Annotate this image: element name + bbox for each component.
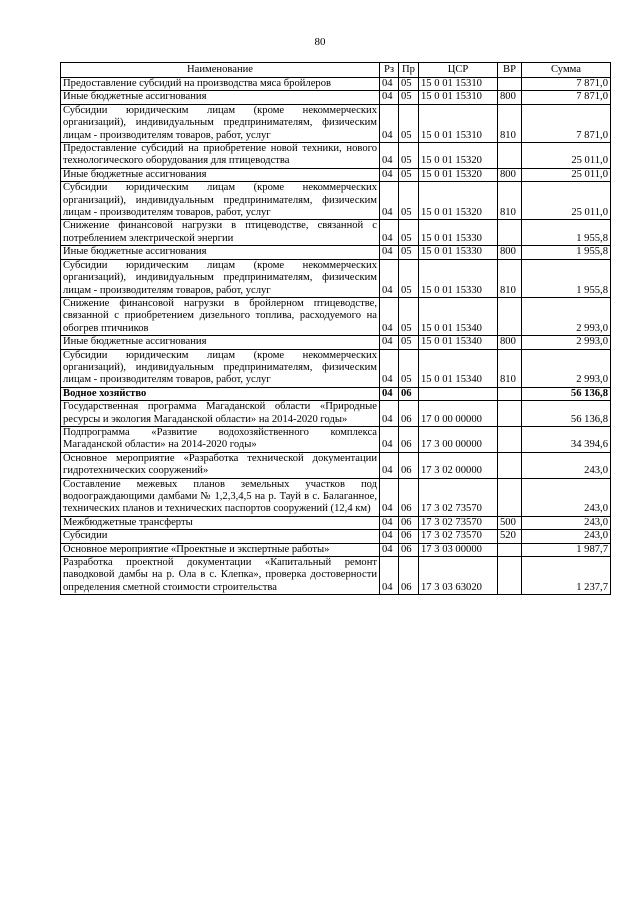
cell-name: Субсидии юридическим лицам (кроме некоммерческих организаций), индивидуальным предпринимателям, физическим лицам - производителям товаров, работ, услуг <box>61 349 380 387</box>
cell-rz: 04 <box>380 401 399 427</box>
cell-vr: 810 <box>498 104 522 142</box>
cell-vr <box>498 78 522 91</box>
cell-pr: 06 <box>399 530 419 543</box>
cell-pr: 05 <box>399 168 419 181</box>
cell-pr: 05 <box>399 91 419 104</box>
cell-vr: 810 <box>498 182 522 220</box>
table-row <box>61 349 611 387</box>
cell-pr: 06 <box>399 557 419 595</box>
table-row <box>61 426 611 452</box>
cell-sum: 243,0 <box>522 452 611 478</box>
cell-name: Снижение финансовой нагрузки в бройлерном птицеводстве, связанной с приобретением дизельного топлива, расходуемого на обогрев птичников <box>61 297 380 335</box>
cell-vr: 800 <box>498 91 522 104</box>
table-row <box>61 478 611 516</box>
cell-sum: 25 011,0 <box>522 182 611 220</box>
cell-vr <box>498 426 522 452</box>
cell-rz: 04 <box>380 143 399 169</box>
budget-table <box>60 62 611 595</box>
cell-csr: 17 3 03 63020 <box>419 557 498 595</box>
cell-rz: 04 <box>380 246 399 259</box>
table-row <box>61 401 611 427</box>
cell-vr <box>498 143 522 169</box>
cell-rz: 04 <box>380 104 399 142</box>
cell-name: Субсидии юридическим лицам (кроме некоммерческих организаций), индивидуальным предпринимателям, физическим лицам - производителям товаров, работ, услуг <box>61 259 380 297</box>
cell-rz: 04 <box>380 530 399 543</box>
cell-vr: 810 <box>498 259 522 297</box>
cell-csr: 15 0 01 15340 <box>419 349 498 387</box>
table-row <box>61 143 611 169</box>
cell-vr: 800 <box>498 336 522 349</box>
cell-sum: 2 993,0 <box>522 336 611 349</box>
cell-vr: 500 <box>498 516 522 529</box>
cell-vr <box>498 297 522 335</box>
cell-csr: 17 3 02 73570 <box>419 530 498 543</box>
table-row <box>61 246 611 259</box>
cell-csr: 17 3 02 73570 <box>419 478 498 516</box>
cell-name: Основное мероприятие «Проектные и экспертные работы» <box>61 543 380 556</box>
cell-name: Составление межевых планов земельных участков под водоограждающими дамбами № 1,2,3,4,5 на р. Тауй в с. Балаганное, технических планов и технических паспортов сооружений (12,4 км) <box>61 478 380 516</box>
cell-csr: 15 0 01 15330 <box>419 220 498 246</box>
cell-name: Предоставление субсидий на производства мяса бройлеров <box>61 78 380 91</box>
cell-pr: 06 <box>399 478 419 516</box>
cell-sum: 7 871,0 <box>522 91 611 104</box>
page-number: 80 <box>314 36 326 48</box>
cell-pr: 05 <box>399 246 419 259</box>
cell-rz: 04 <box>380 452 399 478</box>
cell-vr <box>498 401 522 427</box>
cell-rz: 04 <box>380 259 399 297</box>
cell-name: Разработка проектной документации «Капитальный ремонт паводковой дамбы на р. Ола в с. Клепка», проверка достоверности определения сметной стоимости строительства <box>61 557 380 595</box>
column-header-sum: Сумма <box>522 63 611 78</box>
cell-rz: 04 <box>380 387 399 400</box>
cell-vr: 800 <box>498 246 522 259</box>
table-row <box>61 516 611 529</box>
cell-sum: 243,0 <box>522 530 611 543</box>
cell-pr: 06 <box>399 516 419 529</box>
cell-rz: 04 <box>380 78 399 91</box>
cell-name: Подпрограмма «Развитие водохозяйственного комплекса Магаданской области» на 2014-2020 годы» <box>61 426 380 452</box>
cell-name: Субсидии юридическим лицам (кроме некоммерческих организаций), индивидуальным предпринимателям, физическим лицам - производителям товаров, работ, услуг <box>61 104 380 142</box>
cell-name: Субсидии юридическим лицам (кроме некоммерческих организаций), индивидуальным предпринимателям, физическим лицам - производителям товаров, работ, услуг <box>61 182 380 220</box>
table-row <box>61 182 611 220</box>
cell-vr <box>498 557 522 595</box>
cell-csr: 17 3 03 00000 <box>419 543 498 556</box>
table-row <box>61 104 611 142</box>
cell-csr: 15 0 01 15340 <box>419 297 498 335</box>
cell-csr <box>419 387 498 400</box>
cell-rz: 04 <box>380 557 399 595</box>
cell-name: Иные бюджетные ассигнования <box>61 168 380 181</box>
cell-sum: 7 871,0 <box>522 104 611 142</box>
cell-name: Государственная программа Магаданской области «Природные ресурсы и экология Магаданской области» на 2014-2020 годы» <box>61 401 380 427</box>
cell-pr: 05 <box>399 104 419 142</box>
cell-csr: 15 0 01 15320 <box>419 168 498 181</box>
cell-pr: 05 <box>399 182 419 220</box>
cell-sum: 243,0 <box>522 478 611 516</box>
cell-rz: 04 <box>380 168 399 181</box>
cell-csr: 17 3 02 73570 <box>419 516 498 529</box>
cell-rz: 04 <box>380 516 399 529</box>
cell-csr: 15 0 01 15320 <box>419 182 498 220</box>
cell-rz: 04 <box>380 426 399 452</box>
cell-rz: 04 <box>380 478 399 516</box>
column-header-rz: Рз <box>380 63 399 78</box>
cell-sum: 1 955,8 <box>522 246 611 259</box>
cell-pr: 05 <box>399 78 419 91</box>
cell-rz: 04 <box>380 220 399 246</box>
cell-pr: 06 <box>399 401 419 427</box>
cell-csr: 15 0 01 15310 <box>419 91 498 104</box>
cell-csr: 15 0 01 15340 <box>419 336 498 349</box>
cell-sum: 2 993,0 <box>522 349 611 387</box>
cell-name: Иные бюджетные ассигнования <box>61 336 380 349</box>
cell-csr: 15 0 01 15330 <box>419 246 498 259</box>
cell-name: Предоставление субсидий на приобретение новой техники, нового технологического оборудования для птицеводства <box>61 143 380 169</box>
cell-sum: 1 237,7 <box>522 557 611 595</box>
cell-vr <box>498 220 522 246</box>
cell-csr: 17 0 00 00000 <box>419 401 498 427</box>
cell-sum: 1 987,7 <box>522 543 611 556</box>
table-row <box>61 259 611 297</box>
cell-vr <box>498 452 522 478</box>
table-row <box>61 557 611 595</box>
cell-pr: 06 <box>399 543 419 556</box>
cell-name: Субсидии <box>61 530 380 543</box>
column-header-csr: ЦСР <box>419 63 498 78</box>
cell-rz: 04 <box>380 91 399 104</box>
cell-name: Основное мероприятие «Разработка технической документации гидротехнических сооружений» <box>61 452 380 478</box>
table-row <box>61 168 611 181</box>
table-row <box>61 387 611 400</box>
cell-sum: 25 011,0 <box>522 143 611 169</box>
cell-pr: 05 <box>399 349 419 387</box>
cell-sum: 1 955,8 <box>522 220 611 246</box>
table-row <box>61 220 611 246</box>
cell-sum: 2 993,0 <box>522 297 611 335</box>
table-header-row <box>61 63 611 78</box>
cell-pr: 05 <box>399 336 419 349</box>
table-row <box>61 78 611 91</box>
cell-name: Водное хозяйство <box>61 387 380 400</box>
cell-pr: 06 <box>399 452 419 478</box>
cell-csr: 15 0 01 15310 <box>419 104 498 142</box>
cell-pr: 05 <box>399 259 419 297</box>
cell-rz: 04 <box>380 297 399 335</box>
cell-pr: 05 <box>399 220 419 246</box>
table-body <box>61 78 611 595</box>
column-header-pr: Пр <box>399 63 419 78</box>
cell-csr: 17 3 00 00000 <box>419 426 498 452</box>
cell-vr <box>498 387 522 400</box>
cell-name: Иные бюджетные ассигнования <box>61 91 380 104</box>
table-row <box>61 452 611 478</box>
cell-csr: 15 0 01 15310 <box>419 78 498 91</box>
cell-vr <box>498 478 522 516</box>
table-row <box>61 297 611 335</box>
cell-csr: 17 3 02 00000 <box>419 452 498 478</box>
cell-name: Иные бюджетные ассигнования <box>61 246 380 259</box>
cell-vr: 520 <box>498 530 522 543</box>
cell-sum: 25 011,0 <box>522 168 611 181</box>
cell-pr: 06 <box>399 387 419 400</box>
table-row <box>61 336 611 349</box>
cell-rz: 04 <box>380 349 399 387</box>
table-row <box>61 91 611 104</box>
cell-sum: 56 136,8 <box>522 387 611 400</box>
cell-rz: 04 <box>380 182 399 220</box>
cell-csr: 15 0 01 15330 <box>419 259 498 297</box>
cell-sum: 34 394,6 <box>522 426 611 452</box>
cell-vr: 810 <box>498 349 522 387</box>
cell-name: Межбюджетные трансферты <box>61 516 380 529</box>
cell-pr: 06 <box>399 426 419 452</box>
table-row <box>61 530 611 543</box>
cell-csr: 15 0 01 15320 <box>419 143 498 169</box>
cell-rz: 04 <box>380 543 399 556</box>
column-header-vr: ВР <box>498 63 522 78</box>
cell-pr: 05 <box>399 143 419 169</box>
cell-pr: 05 <box>399 297 419 335</box>
cell-sum: 1 955,8 <box>522 259 611 297</box>
table-row <box>61 543 611 556</box>
column-header-name: Наименование <box>61 63 380 78</box>
cell-name: Снижение финансовой нагрузки в птицеводстве, связанной с потреблением электрической энергии <box>61 220 380 246</box>
cell-sum: 243,0 <box>522 516 611 529</box>
cell-sum: 56 136,8 <box>522 401 611 427</box>
cell-vr <box>498 543 522 556</box>
cell-rz: 04 <box>380 336 399 349</box>
cell-sum: 7 871,0 <box>522 78 611 91</box>
cell-vr: 800 <box>498 168 522 181</box>
